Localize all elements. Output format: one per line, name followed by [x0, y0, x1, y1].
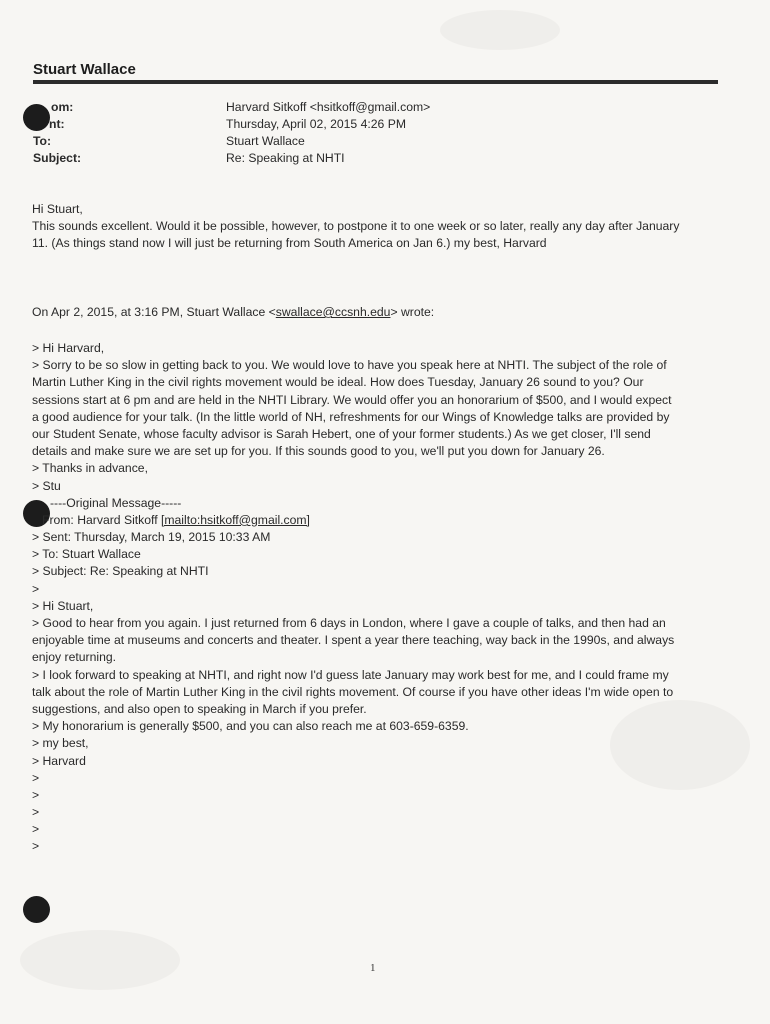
sent-label: nt: — [49, 117, 65, 131]
original-blank-line: > — [32, 581, 40, 596]
quoted-line: sessions start at 6 pm and are held in the NHTI Library. We would offer you an honorarium of $500, and I would expect — [32, 392, 672, 407]
reply-line: This sounds excellent. Would it be possible, however, to postpone it to one week or so later, really any day after January — [32, 219, 680, 234]
reply-greeting: Hi Stuart, — [32, 202, 83, 216]
quoted-line: > Thanks in advance, — [32, 461, 148, 476]
original-line: > Harvard — [32, 753, 86, 768]
original-line: > Good to hear from you again. I just returned from 6 days in London, where I gave a couple of talks, and then had an — [32, 616, 666, 630]
header-rule — [33, 80, 718, 84]
original-subject-line: > Subject: Re: Speaking at NHTI — [32, 564, 209, 579]
sender-name-header: Stuart Wallace — [33, 61, 136, 78]
original-line: suggestions, and also open to speaking in March if you prefer. — [32, 701, 367, 716]
original-line: > my best, — [32, 736, 89, 751]
to-value: Stuart Wallace — [226, 134, 305, 148]
hole-punch-bottom — [23, 896, 50, 923]
hole-punch-top — [23, 104, 50, 131]
quote-intro-suffix: > wrote: — [390, 305, 435, 319]
subject-value: Re: Speaking at NHTI — [226, 151, 345, 165]
quoted-line: our Student Senate, whose faculty advisor is Sarah Hebert, one of your former students.) As we get closer, I'll send — [32, 426, 651, 441]
quoted-line: > Stu — [32, 478, 61, 493]
quoted-message — [32, 340, 722, 856]
original-line: enjoyable time at museums and concerts and theater. I spent a year there teaching, way back in the 1990s, and always — [32, 633, 675, 648]
to-label: To: — [33, 134, 52, 148]
reply-body — [32, 201, 722, 253]
original-to-line: > To: Stuart Wallace — [32, 547, 141, 562]
original-line: talk about the role of Martin Luther King in the civil rights movement. Of course if you have other ideas I'm wide open to — [32, 684, 674, 699]
original-line: > — [32, 805, 40, 820]
original-from-line — [32, 512, 722, 529]
quote-intro — [32, 304, 722, 321]
quoted-line: > Hi Harvard, — [32, 341, 105, 355]
scan-smudge — [20, 930, 180, 990]
original-line: > Hi Stuart, — [32, 598, 94, 613]
scan-smudge — [440, 10, 560, 50]
original-line: > — [32, 770, 40, 785]
original-sent-line: > Sent: Thursday, March 19, 2015 10:33 AM — [32, 530, 271, 545]
original-line: > — [32, 787, 40, 802]
original-line: > My honorarium is generally $500, and you can also reach me at 603-659-6359. — [32, 719, 469, 734]
original-line: enjoy returning. — [32, 650, 117, 665]
from-label: om: — [51, 100, 74, 114]
original-line: > — [32, 822, 40, 837]
quoted-line: a good audience for your talk. (In the little world of NH, refreshments for our Wings of Knowledge talks are provided by — [32, 409, 670, 424]
quote-intro-prefix: On Apr 2, 2015, at 3:16 PM, Stuart Wallace < — [32, 305, 276, 319]
quoted-line: details and make sure we are set up for you. If this sounds good to you, we'll put you down for January 26. — [32, 444, 605, 459]
original-line: > I look forward to speaking at NHTI, and right now I'd guess late January may work best for me, and I could frame my — [32, 667, 669, 682]
original-line: > — [32, 839, 40, 854]
from-value: Harvard Sitkoff <hsitkoff@gmail.com> — [226, 100, 431, 114]
sent-value: Thursday, April 02, 2015 4:26 PM — [226, 117, 406, 131]
reply-line: 11. (As things stand now I will just be returning from South America on Jan 6.) my best, Harvard — [32, 236, 547, 251]
original-message-marker: ----Original Message----- — [50, 495, 182, 510]
quoted-line: Martin Luther King in the civil rights movement would be ideal. How does Tuesday, January 26 sound to you? Our — [32, 375, 644, 390]
quoted-line: > Sorry to be so slow in getting back to you. We would love to have you speak here at NHTI. The subject of the role of — [32, 358, 667, 373]
original-from-prefix: From: Harvard Sitkoff — [42, 512, 161, 527]
subject-label: Subject: — [33, 151, 82, 165]
page-number: 1 — [370, 962, 376, 974]
sender-email-link[interactable]: swallace@ccsnh.edu — [275, 305, 391, 319]
mailto-link[interactable]: [mailto:hsitkoff@gmail.com] — [160, 512, 310, 527]
